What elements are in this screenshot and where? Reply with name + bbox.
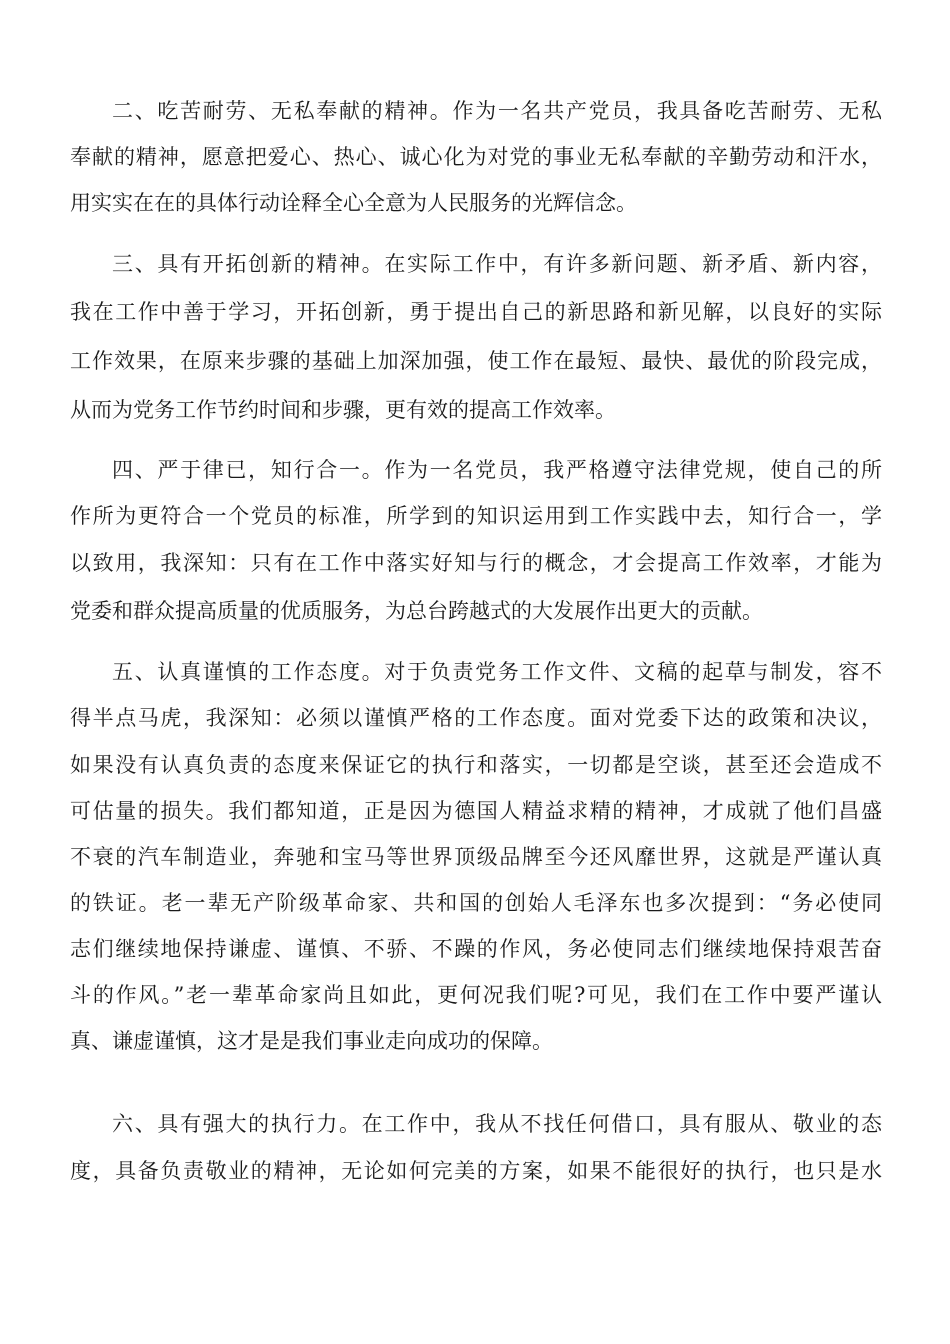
paragraph-4-line-7: 志们继续地保持谦虚、谨慎、不骄、不躁的作风，务必使同志们继续地保持艰苦奋 <box>70 937 882 961</box>
paragraph-4-line-5: 不衰的汽车制造业，奔驰和宝马等世界顶级品牌至今还风靡世界，这就是严谨认真 <box>70 845 882 869</box>
paragraph-4-line-3: 如果没有认真负责的态度来保证它的执行和落实，一切都是空谈，甚至还会造成不 <box>70 753 882 777</box>
paragraph-5-line-2: 度，具备负责敬业的精神，无论如何完美的方案，如果不能很好的执行，也只是水 <box>70 1159 882 1183</box>
paragraph-1-line-1: 二、吃苦耐劳、无私奉献的精神。作为一名共产党员，我具备吃苦耐劳、无私 <box>112 99 882 123</box>
paragraph-3-line-1: 四、严于律已，知行合一。作为一名党员，我严格遵守法律党规，使自己的所 <box>112 458 882 482</box>
paragraph-3-line-3: 以致用，我深知：只有在工作中落实好知与行的概念，才会提高工作效率，才能为 <box>70 551 882 575</box>
paragraph-4-line-8: 斗的作风。”老一辈革命家尚且如此，更何况我们呢?可见，我们在工作中要严谨认 <box>70 983 882 1007</box>
paragraph-2-line-4: 从而为党务工作节约时间和步骤，更有效的提高工作效率。 <box>70 398 616 422</box>
paragraph-3-line-4: 党委和群众提高质量的优质服务，为总台跨越式的大发展作出更大的贡献。 <box>70 599 763 623</box>
paragraph-4-line-6: 的铁证。老一辈无产阶级革命家、共和国的创始人毛泽东也多次提到：“务必使同 <box>70 891 882 915</box>
paragraph-3-line-2: 作所为更符合一个党员的标准，所学到的知识运用到工作实践中去，知行合一，学 <box>70 504 882 528</box>
paragraph-2-line-3: 工作效果，在原来步骤的基础上加深加强，使工作在最短、最快、最优的阶段完成， <box>70 349 882 373</box>
paragraph-4-line-4: 可估量的损失。我们都知道，正是因为德国人精益求精的精神，才成就了他们昌盛 <box>70 799 882 823</box>
paragraph-5-line-1: 六、具有强大的执行力。在工作中，我从不找任何借口，具有服从、敬业的态 <box>112 1112 882 1136</box>
paragraph-4-line-9: 真、谦虚谨慎，这才是是我们事业走向成功的保障。 <box>70 1029 553 1053</box>
paragraph-1-line-2: 奉献的精神，愿意把爱心、热心、诚心化为对党的事业无私奉献的辛勤劳动和汗水， <box>70 145 882 169</box>
paragraph-4-line-2: 得半点马虎，我深知：必须以谨慎严格的工作态度。面对党委下达的政策和决议， <box>70 706 882 730</box>
paragraph-2-line-2: 我在工作中善于学习，开拓创新，勇于提出自己的新思路和新见解，以良好的实际 <box>70 300 882 324</box>
paragraph-2-line-1: 三、具有开拓创新的精神。在实际工作中，有许多新问题、新矛盾、新内容， <box>112 252 882 276</box>
paragraph-4-line-1: 五、认真谨慎的工作态度。对于负责党务工作文件、文稿的起草与制发，容不 <box>112 660 882 684</box>
paragraph-1-line-3: 用实实在在的具体行动诠释全心全意为人民服务的光辉信念。 <box>70 191 637 215</box>
